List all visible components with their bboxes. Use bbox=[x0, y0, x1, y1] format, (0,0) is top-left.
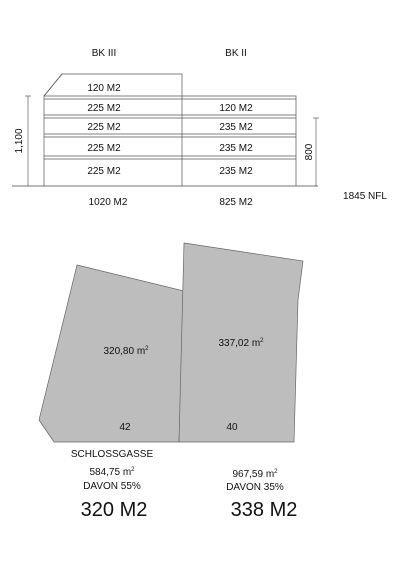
block-label-bk2: BK II bbox=[225, 48, 247, 59]
floor-label-bk3-3: 225 M2 bbox=[87, 122, 121, 133]
block-label-bk3: BK III bbox=[91, 48, 117, 59]
summary-right-share: DAVON 35% bbox=[226, 482, 284, 493]
summary-right-area: 967,59 $m^2$ bbox=[232, 469, 278, 480]
total-bk3: 1020 M2 bbox=[88, 197, 128, 208]
section-elevation bbox=[12, 48, 387, 208]
lot-left-number: 42 bbox=[119, 422, 131, 433]
summary-left-area: 584,75 $m^2$ bbox=[89, 467, 135, 478]
summary-right-result: 338 M2 bbox=[230, 499, 298, 521]
floor-label-bk3-2: 225 M2 bbox=[87, 103, 121, 114]
height-label-right: 800 bbox=[304, 143, 315, 161]
floor-label-bk3-1: 120 M2 bbox=[87, 83, 121, 94]
lot-right-area: 337,02 $m^2$ bbox=[218, 338, 264, 349]
summary-left-result: 320 M2 bbox=[80, 499, 148, 521]
floor-label-bk2-2: 235 M2 bbox=[219, 122, 253, 133]
floor-label-bk3-5: 225 M2 bbox=[87, 166, 121, 177]
floor-label-bk3-4: 225 M2 bbox=[87, 143, 121, 154]
site-plan bbox=[39, 243, 303, 460]
street-label: SCHLOSSGASSE bbox=[70, 449, 154, 460]
floor-label-bk2-1: 120 M2 bbox=[219, 103, 253, 114]
floor-label-bk2-4: 235 M2 bbox=[219, 166, 253, 177]
summary bbox=[81, 467, 298, 521]
lot-right-number: 40 bbox=[226, 422, 238, 433]
summary-left-share: DAVON 55% bbox=[83, 481, 141, 492]
lot-left-area: 320,80 $m^2$ bbox=[103, 346, 149, 357]
height-label-left: 1,100 bbox=[14, 128, 25, 154]
total-bk2: 825 M2 bbox=[219, 197, 253, 208]
floor-label-bk2-3: 235 M2 bbox=[219, 143, 253, 154]
height-dimension-left bbox=[25, 96, 31, 186]
total-nfl: 1845 NFL bbox=[343, 191, 387, 202]
